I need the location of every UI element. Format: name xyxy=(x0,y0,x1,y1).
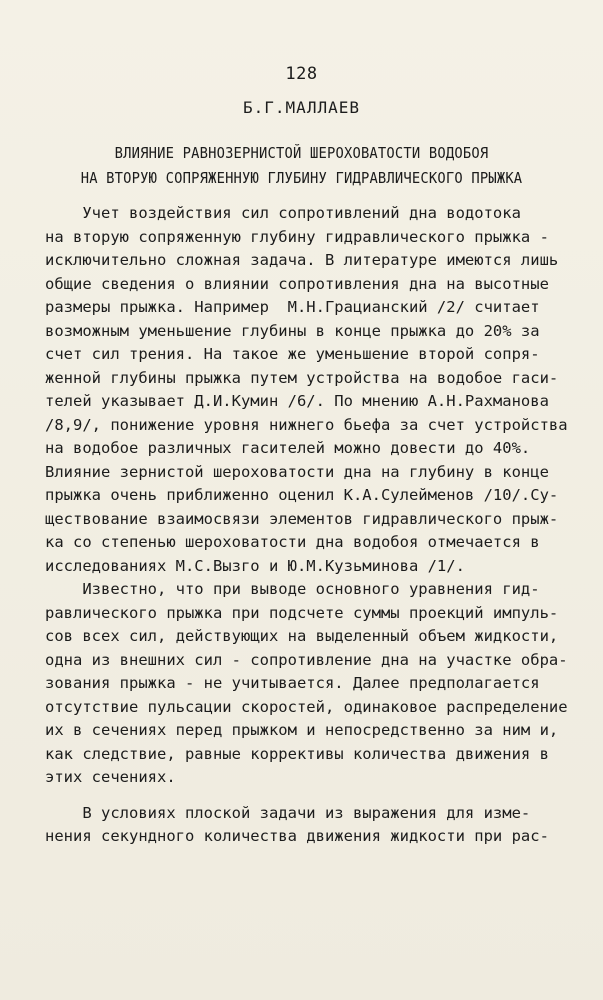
text-line: Известно, что при выводе основного уравнения гид- xyxy=(45,580,540,598)
text-line: прыжка очень приближенно оценил К.А.Сулейменов /10/.Су- xyxy=(45,486,559,504)
text-line: отсутствие пульсации скоростей, одинаковое распределение xyxy=(45,697,568,716)
page-number: 128 xyxy=(285,64,318,84)
text-line: на вторую сопряженную глубину гидравлического прыжка - xyxy=(45,227,549,246)
title-line: НА ВТОРУЮ СОПРЯЖЕННУЮ ГЛУБИНУ ГИДРАВЛИЧЕСКОГО ПРЫЖКА xyxy=(80,169,523,187)
text-line: телей указывает Д.И.Кумин /6/. По мнению А.Н.Рахманова xyxy=(45,392,549,410)
text-line: равлического прыжка при подсчете суммы проекций импуль- xyxy=(45,603,559,622)
text-line: как следствие, равные коррективы количества движения в xyxy=(45,744,549,763)
author-name: Б.Г.МАЛЛАЕВ xyxy=(243,98,360,117)
paragraph-3 xyxy=(45,802,570,849)
text-line: исключительно сложная задача. В литературе имеются лишь xyxy=(45,251,559,269)
text-line: счет сил трения. На такое же уменьшение второй сопря- xyxy=(45,345,540,363)
text-line: на водобое различных гасителей можно довести до 40%. xyxy=(45,439,531,457)
text-line: нения секундного количества движения жидкости при рас- xyxy=(45,827,549,845)
text-line: возможным уменьшение глубины в конце прыжка до 20% за xyxy=(45,321,540,340)
text-line: их в сечениях перед прыжком и непосредственно за ним и, xyxy=(45,721,559,739)
text-line: женной глубины прыжка путем устройства на водобое гаси- xyxy=(45,368,559,387)
text-line: /8,9/, понижение уровня нижнего бьефа за счет устройства xyxy=(45,415,568,434)
text-line: ществование взаимосвязи элементов гидравлического прыж- xyxy=(45,509,559,528)
text-line: сов всех сил, действующих на выделенный объем жидкости, xyxy=(45,627,559,645)
text-line: одна из внешних сил - сопротивление дна на участке обра- xyxy=(45,650,568,669)
title-line: ВЛИЯНИЕ РАВНОЗЕРНИСТОЙ ШЕРОХОВАТОСТИ ВОДОБОЯ xyxy=(114,144,489,162)
paragraph-gap xyxy=(45,790,570,802)
text-line: Влияние зернистой шероховатости дна на глубину в конце xyxy=(45,462,549,481)
paragraph-1 xyxy=(45,202,570,578)
paragraph-2 xyxy=(45,578,570,790)
text-line: исследованиях М.С.Вызго и Ю.М.Кузьминова /1/. xyxy=(45,556,465,575)
text-line: Учет воздействия сил сопротивлений дна водотока xyxy=(45,204,521,222)
text-line: В условиях плоской задачи из выражения для изме- xyxy=(45,803,531,822)
article-body xyxy=(45,202,570,849)
text-line: ка со степенью шероховатости дна водобоя отмечается в xyxy=(45,533,540,551)
text-line: этих сечениях. xyxy=(45,768,176,786)
text-line: размеры прыжка. Например М.Н.Грацианский /2/ считает xyxy=(45,298,540,316)
text-line: общие сведения о влиянии сопротивления дна на высотные xyxy=(45,274,549,293)
text-line: зования прыжка - не учитывается. Далее предполагается xyxy=(45,674,540,692)
article-title xyxy=(24,141,579,191)
